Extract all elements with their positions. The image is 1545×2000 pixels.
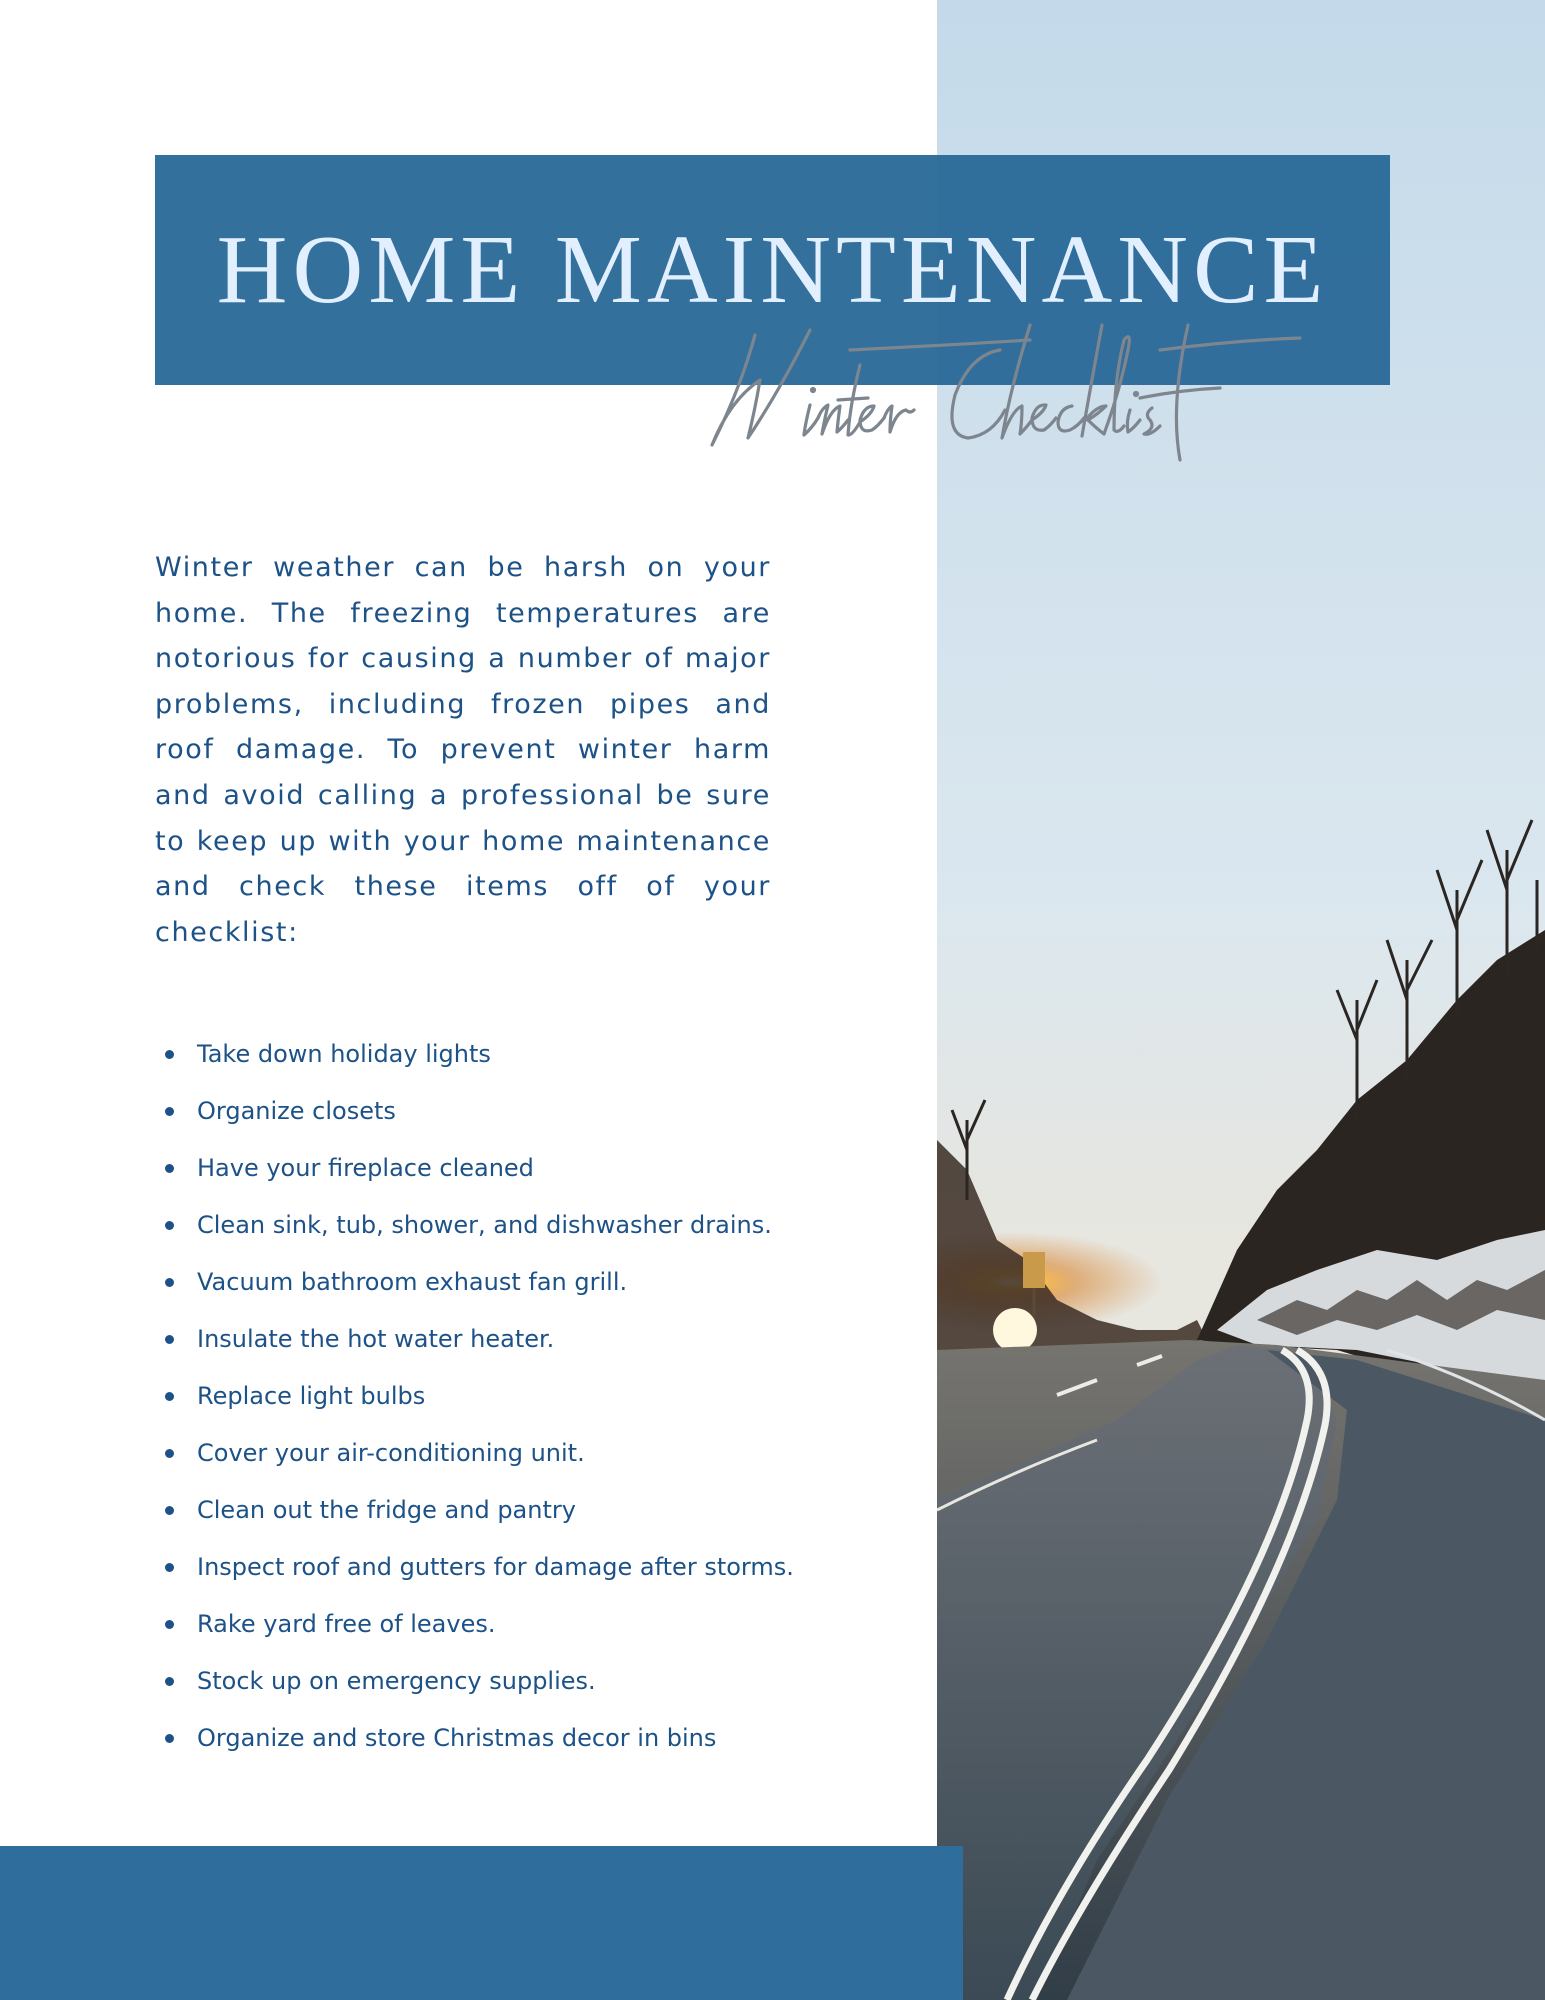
checklist-item — [155, 1254, 794, 1311]
checklist-item-label: Clean out the fridge and pantry — [197, 1496, 576, 1524]
checklist-item-label: Stock up on emergency supplies. — [197, 1667, 596, 1695]
bullet-icon — [165, 1392, 174, 1401]
bullet-icon — [165, 1677, 174, 1686]
checklist-item-label: Vacuum bathroom exhaust fan grill. — [197, 1268, 628, 1296]
bullet-icon — [165, 1335, 174, 1344]
checklist-item-label: Insulate the hot water heater. — [197, 1325, 555, 1353]
checklist-item-label: Organize and store Christmas decor in bins — [197, 1724, 717, 1752]
checklist-item — [155, 1710, 794, 1767]
bullet-icon — [165, 1449, 174, 1458]
checklist-item-label: Clean sink, tub, shower, and dishwasher drains. — [197, 1211, 772, 1239]
checklist-item-label: Inspect roof and gutters for damage after storms. — [197, 1553, 794, 1581]
checklist-item — [155, 1653, 794, 1710]
checklist-item-label: Organize closets — [197, 1097, 396, 1125]
checklist-item-label: Take down holiday lights — [197, 1040, 491, 1068]
bullet-icon — [165, 1107, 174, 1116]
checklist-item — [155, 1425, 794, 1482]
bullet-icon — [165, 1563, 174, 1572]
page-title: HOME MAINTENANCE — [216, 216, 1329, 324]
footer-band — [0, 1846, 963, 2000]
bullet-icon — [165, 1278, 174, 1287]
bullet-icon — [165, 1734, 174, 1743]
bullet-icon — [165, 1050, 174, 1059]
checklist-item — [155, 1311, 794, 1368]
checklist-item — [155, 1140, 794, 1197]
checklist-item — [155, 1482, 794, 1539]
checklist-item — [155, 1368, 794, 1425]
checklist-item — [155, 1083, 794, 1140]
bullet-icon — [165, 1164, 174, 1173]
checklist-item-label: Cover your air-conditioning unit. — [197, 1439, 585, 1467]
checklist-item — [155, 1026, 794, 1083]
intro-paragraph: Winter weather can be harsh on your home. The freezing temperatures are notorious for causing a number of major problems, including frozen pipes and roof damage. To prevent winter harm and avoid calling a professional be sure to keep up with your home maintenance and check these items off of your checklist: — [155, 552, 771, 948]
bullet-icon — [165, 1221, 174, 1230]
checklist-item-label: Replace light bulbs — [197, 1382, 426, 1410]
checklist-item — [155, 1197, 794, 1254]
bullet-icon — [165, 1620, 174, 1629]
script-subtitle — [700, 310, 1320, 480]
checklist-item — [155, 1596, 794, 1653]
script-subtitle-lettering — [700, 310, 1320, 480]
checklist-item-label: Rake yard free of leaves. — [197, 1610, 496, 1638]
checklist-item-label: Have your fireplace cleaned — [197, 1154, 534, 1182]
winter-checklist — [155, 1026, 794, 1767]
bullet-icon — [165, 1506, 174, 1515]
checklist-item — [155, 1539, 794, 1596]
